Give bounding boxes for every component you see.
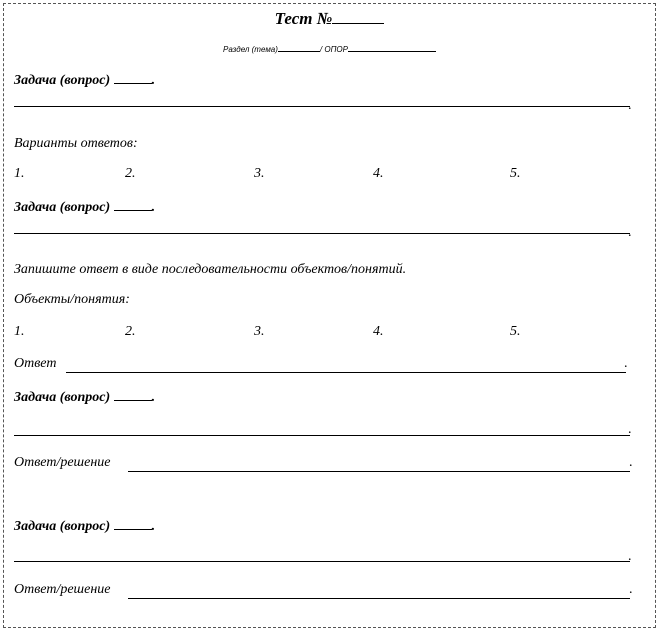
object-2-number: 2. <box>125 324 136 339</box>
test-title: Тест № <box>4 9 655 29</box>
object-3-number: 3. <box>254 324 265 339</box>
task-3-question-line[interactable] <box>14 435 630 436</box>
task-1-question-line[interactable] <box>14 106 630 107</box>
answer-solution-label-1: Ответ/решение <box>14 455 111 470</box>
objects-label: Объекты/понятия: <box>14 292 130 307</box>
option-3-number: 3. <box>254 166 265 181</box>
answer-solution-label-2: Ответ/решение <box>14 582 111 597</box>
task-3-number-blank[interactable] <box>114 389 152 401</box>
task-2-number-blank[interactable] <box>114 199 152 211</box>
objects-row <box>14 324 634 344</box>
task-1-number-blank[interactable] <box>114 72 152 84</box>
sequence-instruction: Запишите ответ в виде последовательности объектов/понятий. <box>14 262 407 277</box>
answer-solution-line-2[interactable] <box>128 598 630 599</box>
task-2-line-period: . <box>628 225 632 240</box>
task-4-heading: Задача (вопрос) . <box>14 519 156 534</box>
task-2-heading: Задача (вопрос) . <box>14 200 156 215</box>
test-number-blank[interactable] <box>332 9 384 24</box>
task-4-question-line[interactable] <box>14 561 630 562</box>
task-3-heading: Задача (вопрос) . <box>14 390 156 405</box>
task-4-number-blank[interactable] <box>114 518 152 530</box>
answer-options-row <box>14 166 634 186</box>
task-3-line-period: . <box>628 422 632 437</box>
object-4-number: 4. <box>373 324 384 339</box>
section-subtitle: Раздел (тема) / ОПОР <box>4 44 655 54</box>
answer-options-label: Варианты ответов: <box>14 136 138 151</box>
section-blank[interactable] <box>278 44 320 52</box>
answer-line-period: . <box>624 356 628 371</box>
answer-solution-line-1[interactable] <box>128 471 630 472</box>
opor-blank[interactable] <box>348 44 436 52</box>
answer-line[interactable] <box>66 372 626 373</box>
answer-solution-1-period: . <box>629 455 633 470</box>
task-4-line-period: . <box>628 549 632 564</box>
task-1-heading: Задача (вопрос) . <box>14 73 156 88</box>
option-2-number: 2. <box>125 166 136 181</box>
test-form <box>3 3 656 628</box>
option-1-number: 1. <box>14 166 25 181</box>
object-1-number: 1. <box>14 324 25 339</box>
option-4-number: 4. <box>373 166 384 181</box>
option-5-number: 5. <box>510 166 521 181</box>
task-1-line-period: . <box>628 98 632 113</box>
task-2-question-line[interactable] <box>14 233 630 234</box>
object-5-number: 5. <box>510 324 521 339</box>
answer-label: Ответ <box>14 356 57 371</box>
answer-solution-2-period: . <box>629 582 633 597</box>
